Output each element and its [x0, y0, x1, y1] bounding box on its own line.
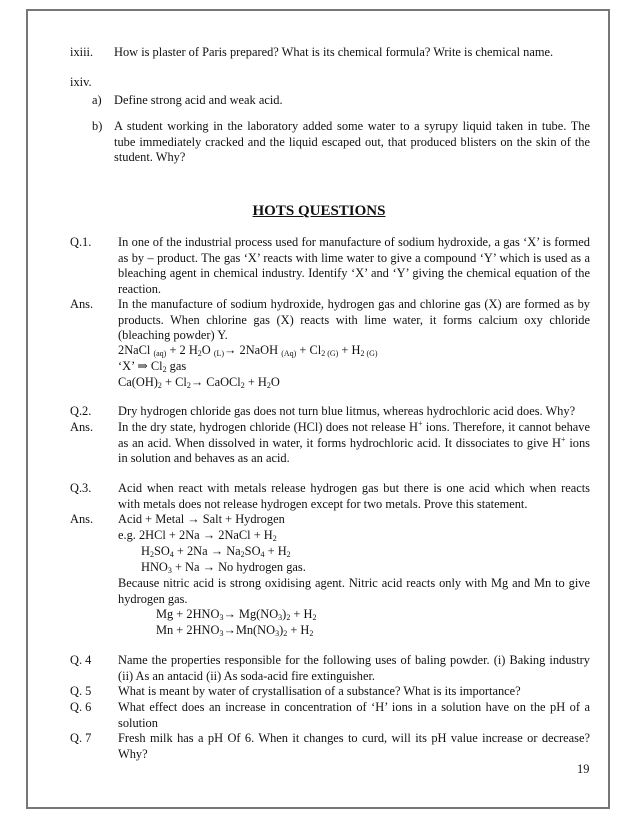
question-text: Acid when react with metals release hydrogen gas but there is one acid which when reacts with metals does not release hydrogen except for two metals. Prove this statement.	[118, 481, 590, 511]
question-text: How is plaster of Paris prepared? What is its chemical formula? Write is chemical name.	[114, 45, 554, 59]
page-heading: HOTS QUESTIONS	[252, 203, 386, 219]
chemical-equation: $Ca(OH)_2 + Cl_2\to$ CaOCl$_2$ + $H_2O$	[118, 375, 280, 390]
answer-label: Ans.	[70, 512, 94, 526]
question-label: Q. 4	[70, 653, 92, 667]
question-label: Q.2.	[70, 404, 92, 418]
question-number: ixiii.	[70, 45, 94, 59]
answer-label: Ans.	[70, 297, 94, 311]
question-number: ixiv.	[70, 75, 92, 89]
answer-line: Acid + Metal → Salt + Hydrogen	[118, 512, 285, 526]
chemical-equation: $H_2SO_4 + 2Na \to Na_2SO_4 + H_2$	[141, 544, 291, 559]
answer-text: Because nitric acid is strong oxidising agent. Nitric acid reacts only with Mg and Mn to give hydrogen gas.	[118, 576, 590, 606]
sub-question-label: a)	[92, 93, 102, 107]
question-label: Q.3.	[70, 481, 92, 495]
chemical-equation: e.g. 2HCl + 2Na → 2NaCl + $H_2$	[118, 528, 277, 543]
sub-question-text: A student working in the laboratory added some water to a syrupy liquid taken in tube. The tube immediately cracked and the liquid escaped out, that produced blisters on the skin of the student. Why?	[114, 119, 590, 164]
sub-question-text: Define strong acid and weak acid.	[114, 93, 283, 107]
answer-text: In the manufacture of sodium hydroxide, hydrogen gas and chlorine gas (X) are formed as by products. When chlorine gas (X) reacts with lime water, it forms calcium oxy chloride (bleaching powder) Y.	[118, 297, 590, 342]
chemical-equation: $HNO_3 + Na \to No$ hydrogen gas.	[141, 560, 306, 575]
page-number: 19	[577, 762, 590, 776]
chemical-equation: 2NaCl $_{(aq)}$ + 2 $H_2O$ $_{(L)}$→ 2NaOH $_{(Aq)} + Cl_{2 (G)} + H_{2 (G)}$	[118, 343, 378, 358]
question-text: What is meant by water of crystallisation of a substance? What is its importance?	[118, 684, 521, 698]
question-label: Q. 5	[70, 684, 92, 698]
question-text: Dry hydrogen chloride gas does not turn blue litmus, whereas hydrochloric acid does. Why?	[118, 404, 576, 418]
question-label: Q. 6	[70, 700, 92, 714]
answer-label: Ans.	[70, 420, 94, 434]
chemical-equation: ‘X’ ⇒ $Cl_2$ gas	[118, 359, 187, 374]
sub-question-label: b)	[92, 119, 103, 133]
question-text: In one of the industrial process used for manufacture of sodium hydroxide, a gas ‘X’ is formed as by – product. The gas ‘X’ reacts with lime water to give a compound ‘Y’ which is used as a bleaching agent in chemical industry. Identify ‘X’ and ‘Y’ giving the chemical equation of the reaction.	[118, 235, 590, 296]
chemical-equation: $Mn + 2HNO_3\to Mn(NO_3)_2 + H_2$	[156, 623, 314, 638]
question-text: Fresh milk has a pH Of 6. When it changes to curd, will its pH value increase or decrease? Why?	[118, 731, 590, 761]
question-text: What effect does an increase in concentration of ‘H’ ions in a solution have on the pH of a solution	[118, 700, 590, 730]
answer-text: In the dry state, hydrogen chloride (HCl) does not release H+ ions. Therefore, it cannot behave as an acid. When dissolved in water, it forms hydrochloric acid. It dissociates to give H+ ions in solution and behaves as an acid.	[118, 419, 590, 465]
question-label: Q. 7	[70, 731, 92, 745]
question-text: Name the properties responsible for the following uses of baling powder. (i) Baking industry (ii) As an antacid (ii) As soda-acid fire extinguisher.	[118, 653, 590, 683]
question-label: Q.1.	[70, 235, 92, 249]
chemical-equation: $Mg + 2HNO_3\to Mg(NO_3)_2 + H_2$	[156, 607, 317, 622]
